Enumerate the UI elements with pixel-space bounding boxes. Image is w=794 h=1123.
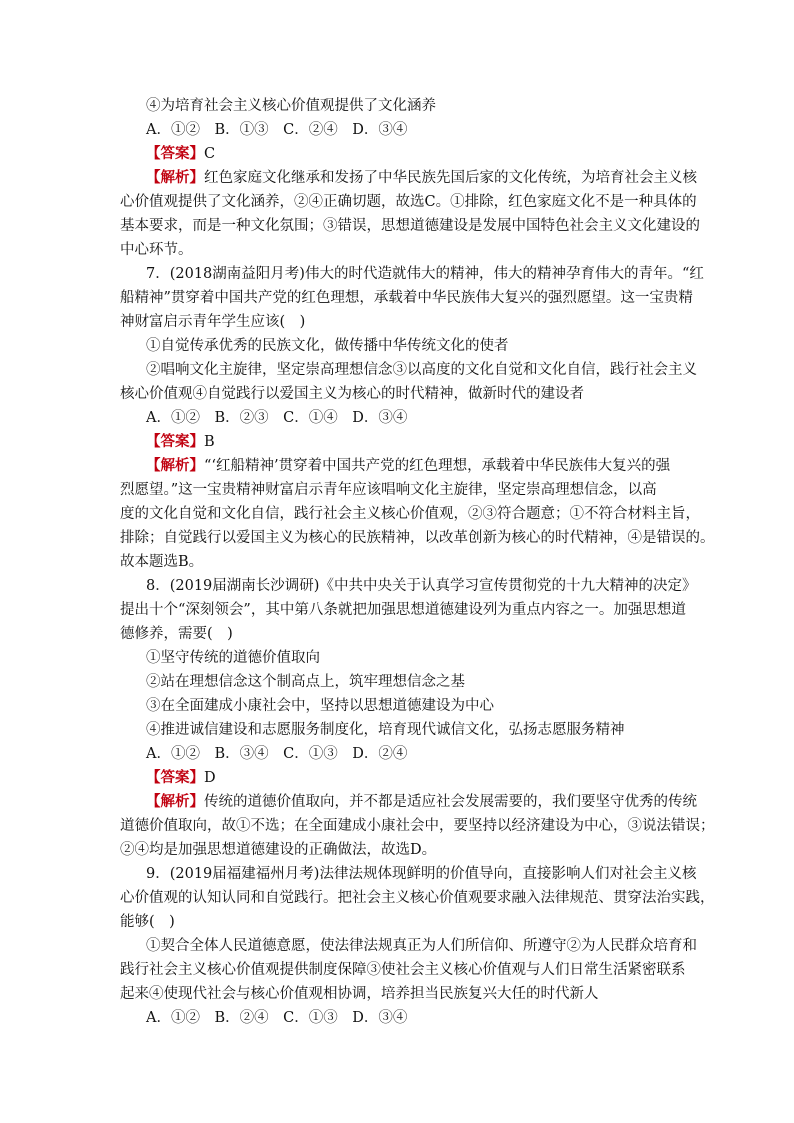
- text-line: [120, 600, 686, 620]
- text-line: [120, 192, 697, 212]
- text-line: [146, 576, 697, 596]
- text-line: [146, 648, 670, 668]
- text-line: [146, 720, 670, 740]
- section-tag: 【答案】: [146, 433, 204, 450]
- text-line: [146, 120, 670, 140]
- text-line: [120, 312, 672, 332]
- line-text: 红色家庭文化继承和发扬了中华民族先国后家的文化传统，为培育社会主义核: [204, 170, 697, 186]
- line-text: 道德价值取向，故①不选；在全面建成小康社会中，要坚持以经济建设为中心，③说法错误；: [120, 818, 715, 834]
- line-text: “‘红船精神’贯穿着中国共产党的红色理想，承载着中华民族伟大复兴的强: [204, 458, 671, 474]
- text-line: [120, 984, 672, 1004]
- text-line: [146, 792, 697, 812]
- text-line: [146, 696, 670, 716]
- section-tag: 【解析】: [146, 793, 204, 810]
- line-text: A．①② B．①③ C．②④ D．③④: [146, 122, 408, 138]
- text-line: [120, 840, 672, 860]
- line-text: 提出十个“深刻领会”，其中第八条就把加强思想道德建设列为重点内容之一。加强思想道: [120, 602, 686, 618]
- line-text: B: [204, 434, 215, 450]
- line-text: C: [204, 146, 216, 162]
- line-text: 心价值观提供了文化涵养，②④正确切题，故选C。①排除，红色家庭文化不是一种具体的: [120, 194, 697, 210]
- text-line: [146, 1008, 670, 1028]
- text-line: [120, 528, 715, 548]
- text-line: [120, 552, 672, 572]
- line-text: 传统的道德价值取向，并不都是适应社会发展需要的，我们要坚守优秀的传统: [204, 794, 697, 810]
- line-text: 能够( ): [120, 914, 175, 930]
- text-line: [120, 288, 693, 308]
- section-tag: 【答案】: [146, 769, 204, 786]
- text-line: [146, 144, 670, 164]
- line-text: ①自觉传承优秀的民族文化，做传播中华传统文化的使者: [146, 338, 509, 354]
- text-line: [146, 936, 697, 956]
- line-text: ④推进诚信建设和志愿服务制度化，培育现代诚信文化，弘扬志愿服务精神: [146, 722, 625, 738]
- line-text: D: [204, 770, 216, 786]
- text-line: [146, 768, 670, 788]
- line-text: ②④均是加强思想道德建设的正确做法，故选D。: [120, 842, 437, 858]
- line-text: 神财富启示青年学生应该( ): [120, 314, 306, 330]
- text-line: [146, 336, 670, 356]
- section-tag: 【解析】: [146, 457, 204, 474]
- text-line: [146, 264, 704, 284]
- text-line: [120, 912, 672, 932]
- line-text: ①坚守传统的道德价值取向: [146, 650, 320, 666]
- text-line: [120, 624, 672, 644]
- text-line: [146, 168, 697, 188]
- text-line: [146, 408, 670, 428]
- section-tag: 【解析】: [146, 169, 204, 186]
- text-line: [120, 504, 700, 524]
- line-text: 践行社会主义核心价值观提供制度保障③使社会主义核心价值观与人们日常生活紧密联系: [120, 962, 686, 978]
- line-text: A．①② B．③④ C．①③ D．②④: [146, 746, 408, 762]
- text-line: [146, 360, 697, 380]
- text-line: [146, 96, 670, 116]
- text-line: [146, 672, 670, 692]
- line-text: 起来④使现代社会与核心价值观相协调，培养担当民族复兴大任的时代新人: [120, 986, 599, 1002]
- line-text: 心价值观的认知认同和自觉践行。把社会主义核心价值观要求融入法律规范、贯穿法治实践，: [120, 890, 715, 906]
- text-line: [120, 816, 715, 836]
- line-text: 烈愿望。”这一宝贵精神财富启示青年应该唱响文化主旋律，坚定崇高理想信念，以高: [120, 482, 657, 498]
- line-text: ④为培育社会主义核心价值观提供了文化涵养: [146, 98, 436, 114]
- text-line: [120, 240, 672, 260]
- text-line: [146, 456, 670, 476]
- line-text: 8．(2019届湖南长沙调研)《中共中央关于认真学习宣传贯彻党的十九大精神的决定》: [146, 578, 697, 594]
- line-text: 度的文化自觉和文化自信，践行社会主义核心价值观，②③符合题意；①不符合材料主旨，: [120, 506, 700, 522]
- section-tag: 【答案】: [146, 145, 204, 162]
- line-text: 9．(2019届福建福州月考)法律法规体现鲜明的价值导向，直接影响人们对社会主义核: [146, 866, 697, 882]
- text-line: [146, 432, 670, 452]
- line-text: ②站在理想信念这个制高点上，筑牢理想信念之基: [146, 674, 465, 690]
- line-text: 基本要求，而是一种文化氛围；③错误，思想道德建设是发展中国特色社会主义文化建设的: [120, 218, 700, 234]
- line-text: 故本题选B。: [120, 554, 204, 570]
- line-text: 7．(2018湖南益阳月考)伟大的时代造就伟大的精神，伟大的精神孕育伟大的青年。“红: [146, 266, 704, 282]
- line-text: ③在全面建成小康社会中，坚持以思想道德建设为中心: [146, 698, 494, 714]
- text-line: [120, 960, 686, 980]
- line-text: 德修养，需要( ): [120, 626, 233, 642]
- line-text: 核心价值观④自觉践行以爱国主义为核心的时代精神，做新时代的建设者: [120, 386, 584, 402]
- text-line: [120, 216, 700, 236]
- text-line: [120, 384, 672, 404]
- line-text: 排除；自觉践行以爱国主义为核心的民族精神，以改革创新为核心的时代精神，④是错误的。: [120, 530, 715, 546]
- line-text: 船精神”贯穿着中国共产党的红色理想，承载着中华民族伟大复兴的强烈愿望。这一宝贵精: [120, 290, 693, 306]
- line-text: A．①② B．②③ C．①④ D．③④: [146, 410, 408, 426]
- text-line: [120, 888, 715, 908]
- line-text: A．①② B．②④ C．①③ D．③④: [146, 1010, 408, 1026]
- text-line: [146, 864, 697, 884]
- text-line: [120, 480, 672, 500]
- line-text: ①契合全体人民道德意愿，使法律法规真正为人们所信仰、所遵守②为人民群众培育和: [146, 938, 697, 954]
- text-line: [146, 744, 670, 764]
- line-text: ②唱响文化主旋律，坚定崇高理想信念③以高度的文化自觉和文化自信，践行社会主义: [146, 362, 697, 378]
- line-text: 中心环节。: [120, 242, 193, 258]
